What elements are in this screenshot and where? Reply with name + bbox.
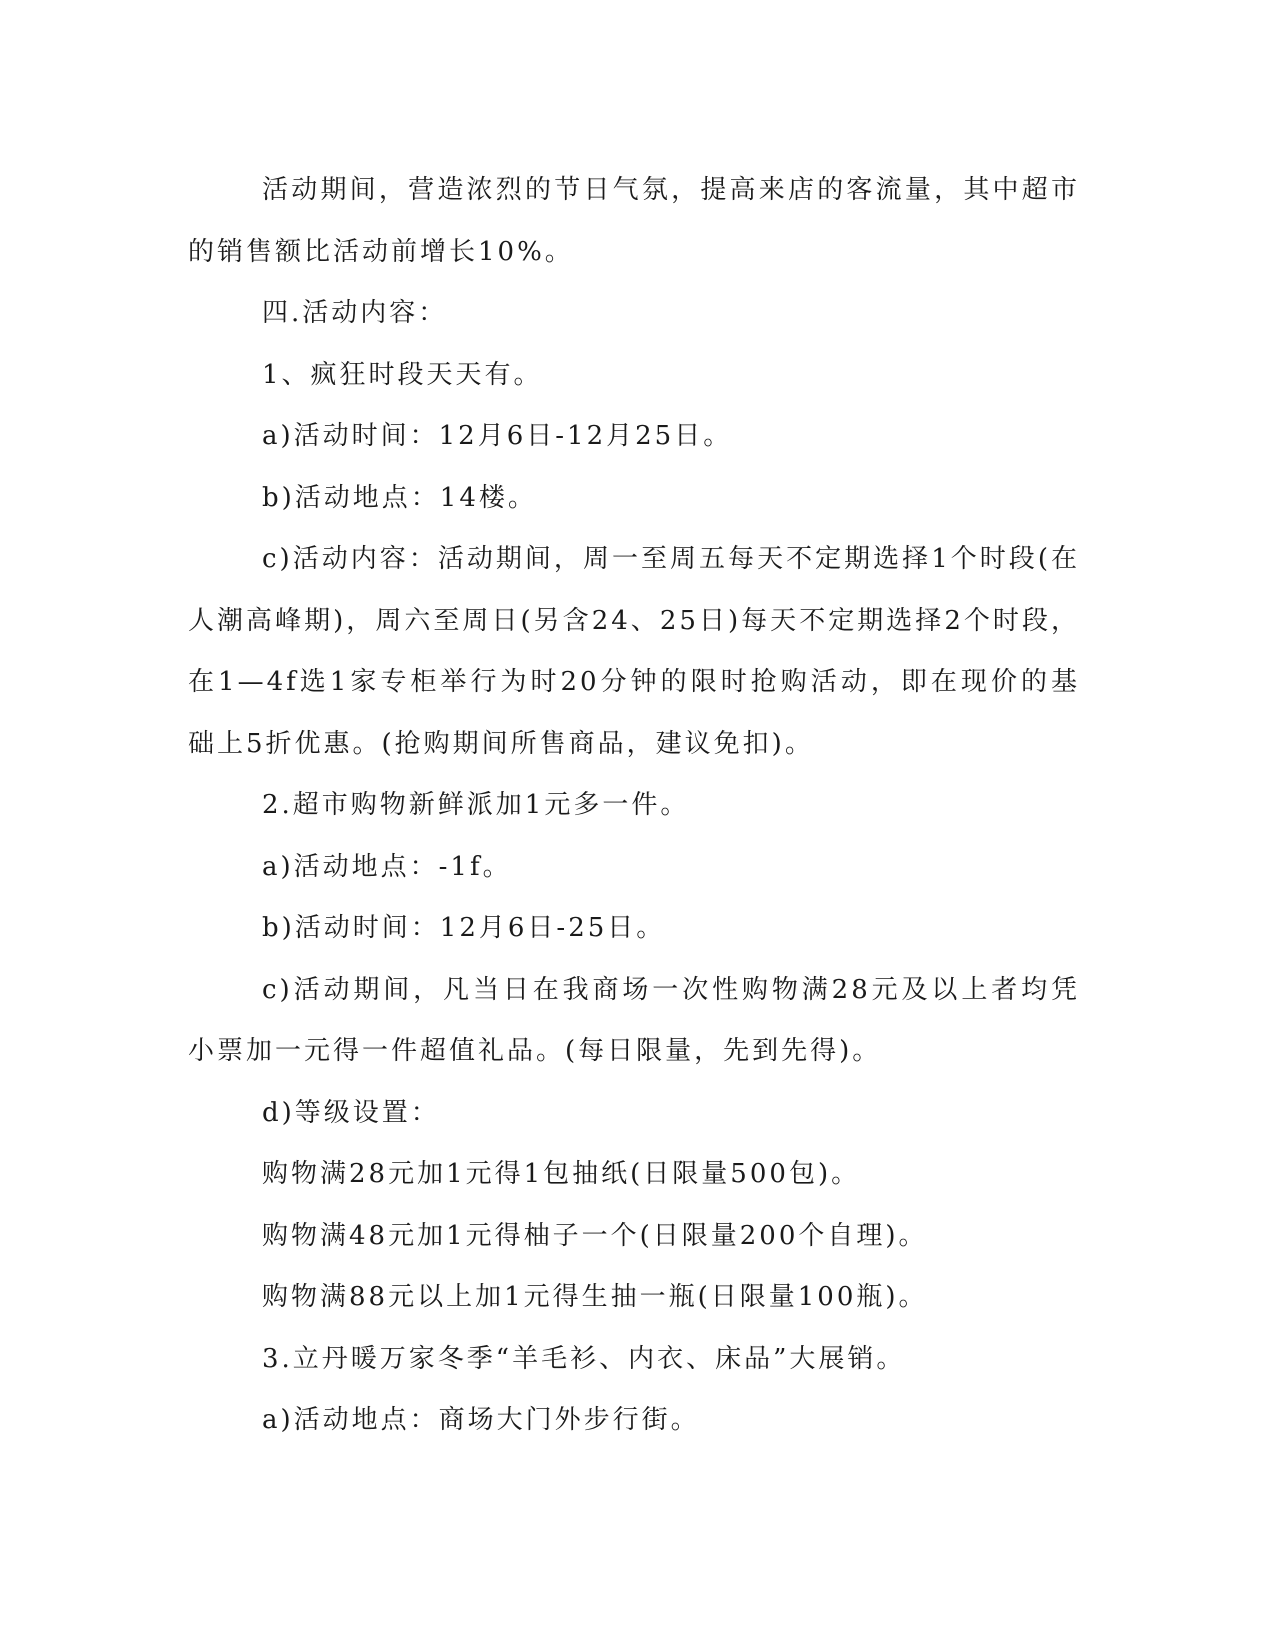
list-item-content: c)活动内容：活动期间，周一至周五每天不定期选择1个时段(在人潮高峰期)，周六至周日(另含24、25日)每天不定期选择2个时段，在1—4f选1家专柜举行为时20分钟的限时抢购活动，即在现价的基础上5折优惠。(抢购期间所售商品，建议免扣)。 — [188, 544, 1080, 759]
list-item-location: a)活动地点：商场大门外步行街。 — [262, 1405, 700, 1435]
section-heading-activity-content: 四.活动内容： — [262, 298, 448, 328]
level-item: 购物满88元以上加1元得生抽一瓶(日限量100瓶)。 — [262, 1282, 928, 1312]
list-item-time: a)活动时间：12月6日-12月25日。 — [262, 421, 733, 451]
list-item-location: a)活动地点：-1f。 — [262, 851, 512, 882]
item-heading-winter-sale: 3.立丹暖万家冬季“羊毛衫、内衣、床品”大展销。 — [262, 1343, 906, 1374]
list-item-levels: d)等级设置： — [262, 1097, 440, 1128]
item-heading-supermarket: 2.超市购物新鲜派加1元多一件。 — [262, 790, 690, 820]
list-item-content: c)活动期间，凡当日在我商场一次性购物满28元及以上者均凭小票加一元得一件超值礼品。(每日限量，先到先得)。 — [188, 974, 1080, 1066]
item-heading-crazy-hours: 1、疯狂时段天天有。 — [262, 359, 543, 390]
paragraph-goal: 活动期间，营造浓烈的节日气氛，提高来店的客流量，其中超市的销售额比活动前增长10%。 — [188, 175, 1080, 267]
level-item: 购物满48元加1元得柚子一个(日限量200个自理)。 — [262, 1220, 928, 1251]
document-body — [188, 160, 1080, 1452]
level-item: 购物满28元加1元得1包抽纸(日限量500包)。 — [262, 1159, 861, 1189]
list-item-location: b)活动地点：14楼。 — [262, 482, 537, 513]
list-item-time: b)活动时间：12月6日-25日。 — [262, 913, 666, 943]
